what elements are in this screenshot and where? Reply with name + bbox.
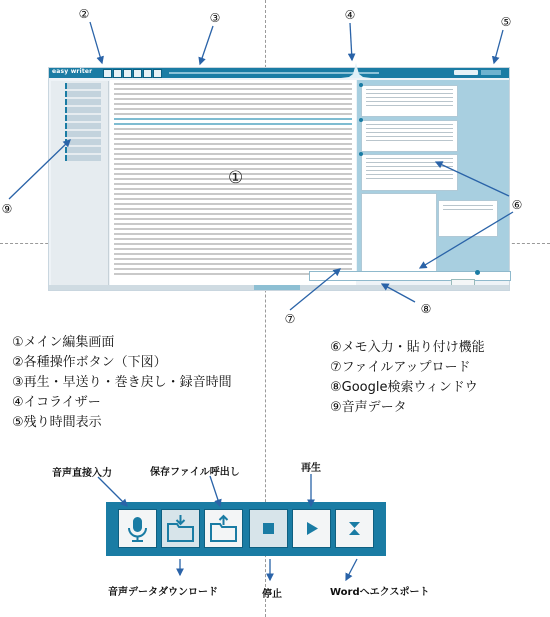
label-open-saved: 保存ファイル呼出し [150, 467, 240, 478]
legend-item: ③再生・早送り・巻き戻し・録音時間 [12, 375, 232, 390]
label-export-word: Wordへエクスポート [330, 587, 430, 598]
app-brand: easy writer [52, 68, 93, 75]
legend-item: ⑧Google検索ウィンドウ [330, 380, 478, 395]
callout-4: ④ [344, 8, 356, 22]
label-download: 音声データダウンロード [108, 587, 218, 598]
callout-3: ③ [209, 11, 221, 25]
label-play: 再生 [301, 463, 321, 474]
callout-7: ⑦ [284, 312, 296, 326]
legend-item: ⑤残り時間表示 [12, 415, 102, 430]
callout-5: ⑤ [500, 15, 512, 29]
callout-2: ② [78, 7, 90, 21]
label-voice-input: 音声直接入力 [52, 468, 112, 479]
callout-8: ⑧ [420, 302, 432, 316]
main-area-number: ① [228, 168, 244, 188]
callout-6: ⑥ [511, 198, 523, 212]
legend-item: ④イコライザー [12, 395, 101, 410]
legend-item: ⑦ファイルアップロード [330, 360, 471, 375]
legend-item: ②各種操作ボタン（下図） [12, 355, 167, 370]
legend-item: ⑨音声データ [330, 400, 407, 415]
legend-item: ⑥メモ入力・貼り付け機能 [330, 340, 485, 355]
legend-item: ①メイン編集画面 [12, 335, 115, 350]
callout-9: ⑨ [1, 202, 13, 216]
label-stop: 停止 [262, 589, 282, 600]
